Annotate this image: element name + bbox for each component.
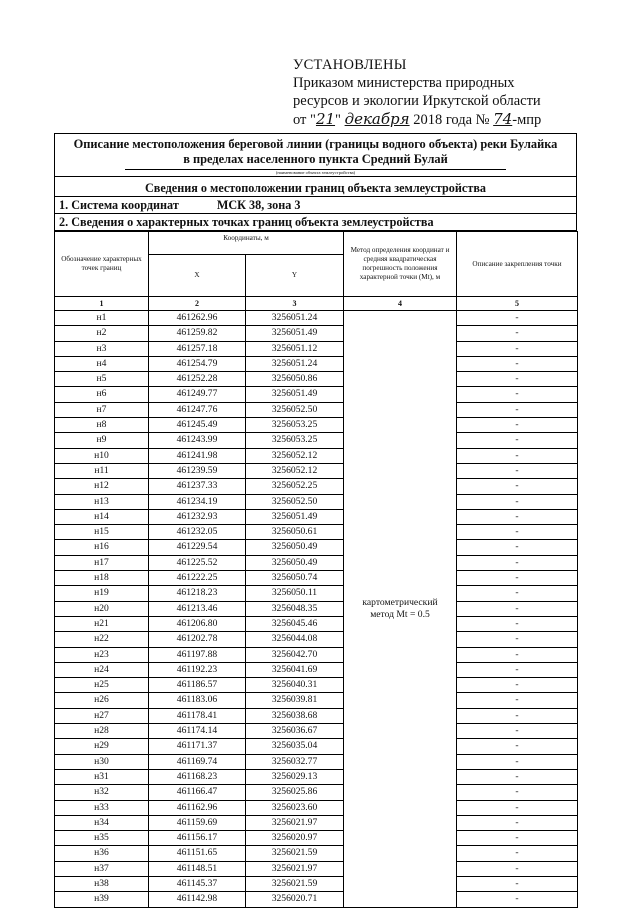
point-description: - (457, 494, 578, 509)
point-description: - (457, 509, 578, 524)
approval-stamp (293, 56, 541, 129)
point-id: н10 (55, 448, 149, 463)
col-y-header: Y (246, 255, 344, 297)
section-title: Сведения о местоположении границ объекта землеустройства (54, 177, 577, 197)
coord-x: 461183.06 (149, 693, 246, 708)
point-description: - (457, 785, 578, 800)
coord-y: 3256048.35 (246, 601, 344, 616)
table-row (55, 724, 578, 739)
coord-x: 461254.79 (149, 356, 246, 371)
point-description: - (457, 525, 578, 540)
coord-x: 461257.18 (149, 341, 246, 356)
coord-y: 3256051.24 (246, 356, 344, 371)
point-description: - (457, 571, 578, 586)
coord-y: 3256050.49 (246, 540, 344, 555)
coord-y: 3256052.12 (246, 448, 344, 463)
point-id: н9 (55, 433, 149, 448)
heading-line-2: в пределах населенного пункта Средний Булай (183, 152, 448, 166)
table-row (55, 739, 578, 754)
point-id: н7 (55, 402, 149, 417)
point-id: н25 (55, 678, 149, 693)
coord-x: 461186.57 (149, 678, 246, 693)
point-description: - (457, 861, 578, 876)
coord-y: 3256050.74 (246, 571, 344, 586)
coord-system-value: МСК 38, зона 3 (216, 198, 301, 212)
coord-x: 461148.51 (149, 861, 246, 876)
date-prefix: от " (293, 112, 316, 128)
approval-title: УСТАНОВЛЕНЫ (293, 57, 407, 73)
method-cell: картометрический метод Mt = 0.5 (344, 311, 457, 908)
point-id: н39 (55, 892, 149, 907)
coord-y: 3256023.60 (246, 800, 344, 815)
point-id: н27 (55, 708, 149, 723)
coord-x: 461156.17 (149, 831, 246, 846)
point-description: - (457, 739, 578, 754)
point-description: - (457, 356, 578, 371)
coord-x: 461232.93 (149, 509, 246, 524)
point-description: - (457, 387, 578, 402)
coord-y: 3256050.49 (246, 555, 344, 570)
point-description: - (457, 311, 578, 326)
point-id: н34 (55, 815, 149, 830)
point-description: - (457, 724, 578, 739)
point-id: н22 (55, 632, 149, 647)
point-id: н21 (55, 616, 149, 631)
coord-x: 461232.05 (149, 525, 246, 540)
coord-x: 461247.76 (149, 402, 246, 417)
point-id: н36 (55, 846, 149, 861)
table-row (55, 540, 578, 555)
coord-x: 461239.59 (149, 463, 246, 478)
point-id: н35 (55, 831, 149, 846)
point-id: н14 (55, 509, 149, 524)
coord-x: 461229.54 (149, 540, 246, 555)
coord-x: 461162.96 (149, 800, 246, 815)
table-row (55, 861, 578, 876)
coord-x: 461169.74 (149, 754, 246, 769)
table-row (55, 311, 578, 326)
table-row (55, 831, 578, 846)
coord-x: 461202.78 (149, 632, 246, 647)
table-row (55, 341, 578, 356)
table-row (55, 678, 578, 693)
point-id: н16 (55, 540, 149, 555)
heading-line-1: Описание местоположения береговой линии (границы водного объекта) реки Булайка (73, 137, 558, 151)
coord-y: 3256050.11 (246, 586, 344, 601)
coord-x: 461174.14 (149, 724, 246, 739)
approval-line-1: Приказом министерства природных (293, 75, 515, 91)
table-row (55, 402, 578, 417)
point-description: - (457, 433, 578, 448)
coord-x: 461166.47 (149, 785, 246, 800)
table-row (55, 433, 578, 448)
approval-date-line (293, 110, 541, 129)
coord-x: 461237.33 (149, 479, 246, 494)
point-id: н4 (55, 356, 149, 371)
table-row (55, 754, 578, 769)
coord-x: 461218.23 (149, 586, 246, 601)
coord-y: 3256020.71 (246, 892, 344, 907)
table-row (55, 785, 578, 800)
point-id: н19 (55, 586, 149, 601)
point-id: н26 (55, 693, 149, 708)
coord-x: 461259.82 (149, 326, 246, 341)
point-id: н28 (55, 724, 149, 739)
coord-y: 3256035.04 (246, 739, 344, 754)
coord-y: 3256021.97 (246, 815, 344, 830)
point-description: - (457, 601, 578, 616)
document-heading (54, 133, 577, 177)
point-description: - (457, 800, 578, 815)
table-row (55, 601, 578, 616)
point-id: н1 (55, 311, 149, 326)
coord-x: 461252.28 (149, 372, 246, 387)
coord-x: 461206.80 (149, 616, 246, 631)
handwritten-day: 21 (315, 110, 336, 128)
coord-y: 3256050.86 (246, 372, 344, 387)
coord-y: 3256036.67 (246, 724, 344, 739)
col-num-3: 3 (246, 297, 344, 311)
point-id: н2 (55, 326, 149, 341)
point-id: н37 (55, 861, 149, 876)
col-desc-header: Описание закрепления точки (457, 232, 578, 297)
point-description: - (457, 555, 578, 570)
point-description: - (457, 876, 578, 891)
point-description: - (457, 586, 578, 601)
table-row (55, 387, 578, 402)
table-row (55, 525, 578, 540)
coord-x: 461249.77 (149, 387, 246, 402)
coord-y: 3256052.50 (246, 494, 344, 509)
heading-text (55, 134, 576, 169)
coord-x: 461245.49 (149, 418, 246, 433)
table-row (55, 326, 578, 341)
coord-x: 461145.37 (149, 876, 246, 891)
year-text: 2018 года № (409, 112, 494, 128)
coord-x: 461234.19 (149, 494, 246, 509)
table-row (55, 632, 578, 647)
coord-y: 3256051.24 (246, 311, 344, 326)
table-row (55, 555, 578, 570)
table-row (55, 586, 578, 601)
coord-y: 3256040.31 (246, 678, 344, 693)
coord-x: 461192.23 (149, 662, 246, 677)
coord-y: 3256032.77 (246, 754, 344, 769)
table-row (55, 479, 578, 494)
point-id: н30 (55, 754, 149, 769)
coord-y: 3256041.69 (246, 662, 344, 677)
point-id: н15 (55, 525, 149, 540)
coord-y: 3256053.25 (246, 418, 344, 433)
coord-y: 3256042.70 (246, 647, 344, 662)
point-id: н33 (55, 800, 149, 815)
table-row (55, 708, 578, 723)
coord-y: 3256045.46 (246, 616, 344, 631)
point-id: н12 (55, 479, 149, 494)
point-description: - (457, 479, 578, 494)
point-description: - (457, 693, 578, 708)
point-description: - (457, 540, 578, 555)
coord-x: 461197.88 (149, 647, 246, 662)
coord-y: 3256021.59 (246, 876, 344, 891)
coord-x: 461171.37 (149, 739, 246, 754)
point-id: н24 (55, 662, 149, 677)
coord-y: 3256044.08 (246, 632, 344, 647)
table-row (55, 662, 578, 677)
col-num-4: 4 (344, 297, 457, 311)
point-description: - (457, 402, 578, 417)
table-row (55, 769, 578, 784)
table-row (55, 448, 578, 463)
coord-y: 3256051.49 (246, 509, 344, 524)
point-id: н18 (55, 571, 149, 586)
point-id: н38 (55, 876, 149, 891)
coord-x: 461241.98 (149, 448, 246, 463)
order-suffix: -мпр (512, 112, 542, 128)
point-description: - (457, 678, 578, 693)
table-row (55, 800, 578, 815)
handwritten-number: 74 (493, 110, 513, 128)
point-description: - (457, 708, 578, 723)
table-row (55, 356, 578, 371)
table-row (55, 372, 578, 387)
point-description: - (457, 769, 578, 784)
table-row (55, 815, 578, 830)
point-id: н31 (55, 769, 149, 784)
col-num-5: 5 (457, 297, 578, 311)
coord-y: 3256038.68 (246, 708, 344, 723)
points-body (55, 311, 578, 908)
coord-x: 461168.23 (149, 769, 246, 784)
col-num-2: 2 (149, 297, 246, 311)
point-description: - (457, 754, 578, 769)
table-row (55, 846, 578, 861)
coord-x: 461222.25 (149, 571, 246, 586)
coord-x: 461213.46 (149, 601, 246, 616)
point-description: - (457, 326, 578, 341)
point-description: - (457, 892, 578, 907)
date-mid: " (335, 112, 345, 128)
point-description: - (457, 463, 578, 478)
point-description: - (457, 831, 578, 846)
coord-x: 461262.96 (149, 311, 246, 326)
coord-x: 461142.98 (149, 892, 246, 907)
coord-y: 3256052.50 (246, 402, 344, 417)
point-description: - (457, 448, 578, 463)
point-description: - (457, 662, 578, 677)
col-coords-header: Координаты, м (149, 232, 344, 255)
coord-x: 461178.41 (149, 708, 246, 723)
table-row (55, 571, 578, 586)
point-description: - (457, 341, 578, 356)
point-id: н13 (55, 494, 149, 509)
coord-y: 3256020.97 (246, 831, 344, 846)
point-description: - (457, 632, 578, 647)
coord-x: 461159.69 (149, 815, 246, 830)
coord-y: 3256050.61 (246, 525, 344, 540)
point-description: - (457, 647, 578, 662)
coord-y: 3256039.81 (246, 693, 344, 708)
coord-x: 461243.99 (149, 433, 246, 448)
table-row (55, 616, 578, 631)
point-id: н6 (55, 387, 149, 402)
point-id: н29 (55, 739, 149, 754)
coord-y: 3256053.25 (246, 433, 344, 448)
point-id: н23 (55, 647, 149, 662)
point-id: н32 (55, 785, 149, 800)
point-description: - (457, 846, 578, 861)
coord-y: 3256051.49 (246, 387, 344, 402)
table-row (55, 494, 578, 509)
coord-y: 3256052.12 (246, 463, 344, 478)
coord-x: 461151.65 (149, 846, 246, 861)
point-id: н3 (55, 341, 149, 356)
point-description: - (457, 815, 578, 830)
coord-y: 3256051.49 (246, 326, 344, 341)
approval-line-2: ресурсов и экологии Иркутской области (293, 93, 541, 109)
point-id: н20 (55, 601, 149, 616)
heading-note: (наименование объекта землеустройства) (125, 169, 506, 176)
col-point-header: Обозначение характерных точек границ (55, 232, 149, 297)
point-description: - (457, 616, 578, 631)
table-row (55, 509, 578, 524)
coord-y: 3256021.97 (246, 861, 344, 876)
coord-system-row (54, 197, 577, 214)
col-x-header: X (149, 255, 246, 297)
table-row (55, 418, 578, 433)
col-method-header: Метод определения координат и средняя квадратическая погрешность положения характерной точки (Mt), м (344, 232, 457, 297)
coord-system-label: 1. Система координат (59, 198, 179, 212)
table-row (55, 876, 578, 891)
handwritten-month: декабря (344, 110, 410, 128)
table-row (55, 693, 578, 708)
coord-y: 3256021.59 (246, 846, 344, 861)
document-body (54, 133, 577, 908)
coord-y: 3256029.13 (246, 769, 344, 784)
point-id: н5 (55, 372, 149, 387)
column-number-row (55, 297, 578, 311)
point-id: н8 (55, 418, 149, 433)
point-description: - (457, 418, 578, 433)
point-id: н17 (55, 555, 149, 570)
coord-y: 3256052.25 (246, 479, 344, 494)
coord-x: 461225.52 (149, 555, 246, 570)
table-row (55, 647, 578, 662)
coord-y: 3256051.12 (246, 341, 344, 356)
point-id: н11 (55, 463, 149, 478)
col-num-1: 1 (55, 297, 149, 311)
table-row (55, 463, 578, 478)
points-table (54, 231, 578, 908)
point-description: - (457, 372, 578, 387)
points-title: 2. Сведения о характерных точках границ объекта землеустройства (54, 214, 577, 231)
coord-y: 3256025.86 (246, 785, 344, 800)
